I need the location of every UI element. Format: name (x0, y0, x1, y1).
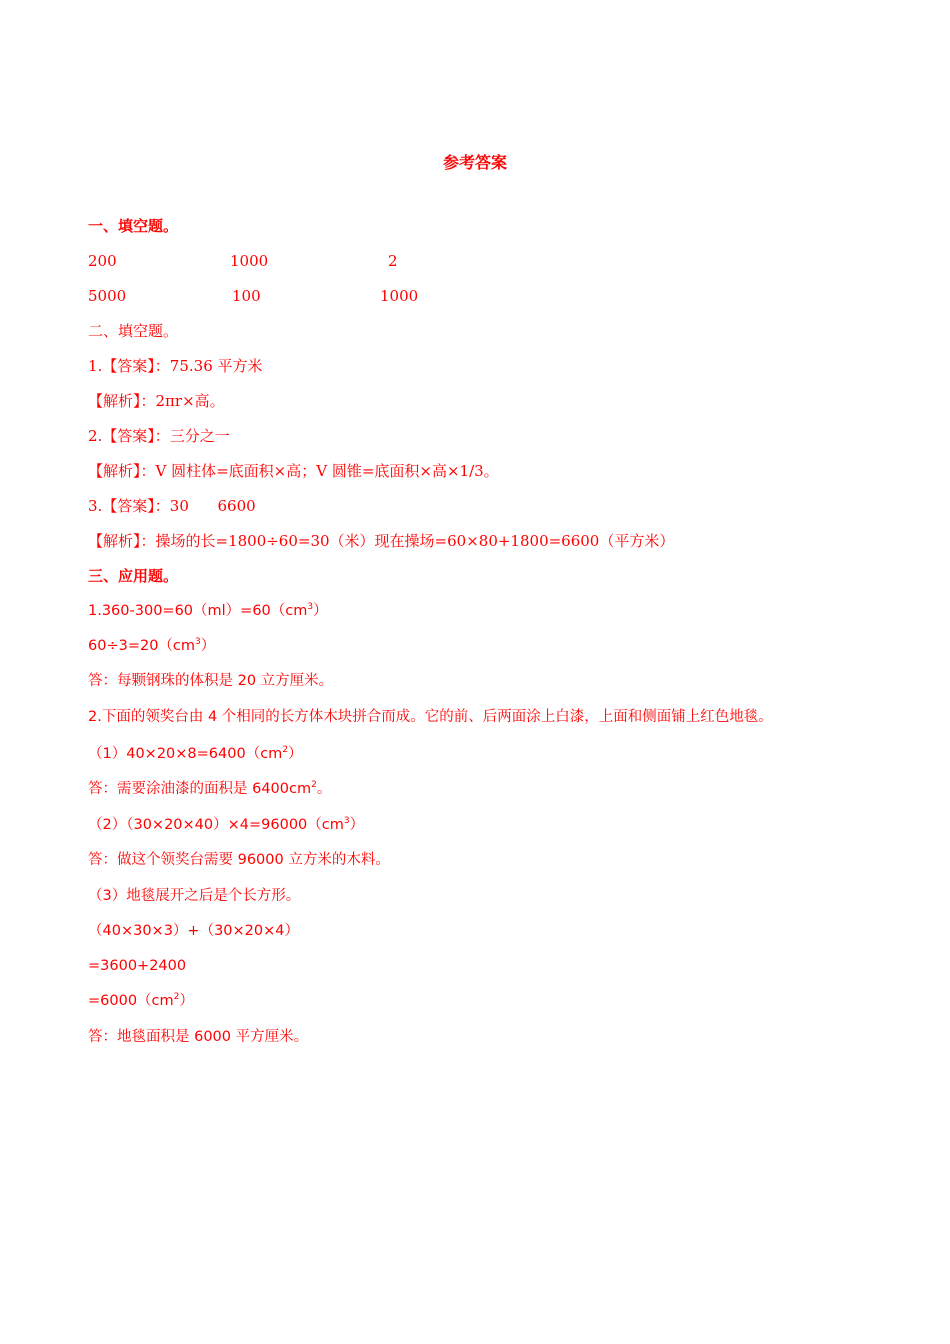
s3-p2-step3-line2: =3600+2400 (88, 958, 187, 974)
s1-r2-c1: 5000 (88, 287, 127, 305)
s3-p2-answer2: 答：做这个领奖台需要 96000 立方米的木料。 (88, 852, 390, 868)
s1-r1-c1: 200 (88, 252, 117, 270)
s2-q3-answer: 3.【答案】：30 6600 (88, 497, 256, 515)
s3-p1-line2: $60\div 3=20(cm^3)$ (88, 637, 216, 654)
s3-p2-step1: $(1)40\times 20\times 8=6400(cm^2)$ (88, 745, 303, 762)
section3-heading: 三、应用题。 (88, 567, 179, 585)
s3-p2-step3-line1: （40×30×3）+（30×20×4） (88, 923, 300, 939)
s1-r1-c2: 1000 (230, 252, 269, 270)
s3-p2-answer1: 答：需要涂油漆的面积是 $6400cm^2$。 (88, 780, 332, 797)
s2-q2-answer: 2.【答案】：三分之一 (88, 427, 230, 445)
s2-q2-analysis: 【解析】：V 圆柱体=底面积×高；V 圆锥=底面积×高×1/3。 (88, 462, 499, 480)
section1-heading: 一、填空题。 (88, 217, 179, 235)
s1-r2-c2: 100 (232, 287, 261, 305)
s3-p2-step2: $(2)(30\times 20\times 40)\times 4=96000(cm^3)$ (88, 816, 365, 833)
s3-p2-step3: （3）地毯展开之后是个长方形。 (88, 888, 301, 904)
section2-heading: 二、填空题。 (88, 322, 179, 340)
s3-p1-line1: $1.360-300=60(ml)=60(cm^3)$ (88, 602, 328, 619)
s3-p2-answer3: 答：地毯面积是 6000 平方厘米。 (88, 1029, 309, 1045)
s2-q3-analysis: 【解析】：操场的长=1800÷60=30（米）现在操场=60×80+1800=6600（平方米） (88, 532, 675, 550)
s1-r1-c3: 2 (388, 252, 398, 270)
s2-q1-answer: 1.【答案】：75.36 平方米 (88, 357, 263, 375)
page-title: 参考答案 (442, 153, 507, 172)
s3-p2-stem: 2.下面的领奖台由 4 个相同的长方体木块拼合而成。它的前、后两面涂上白漆，上面和侧面铺上红色地毯。 (88, 709, 773, 725)
s2-q1-analysis: 【解析】：2πr×高。 (88, 392, 225, 410)
s3-p2-step3-line3: $=6000(cm^2)$ (88, 992, 194, 1009)
s3-p1-answer: 答：每颗钢珠的体积是 20 立方厘米。 (88, 673, 334, 689)
s1-r2-c3: 1000 (380, 287, 419, 305)
